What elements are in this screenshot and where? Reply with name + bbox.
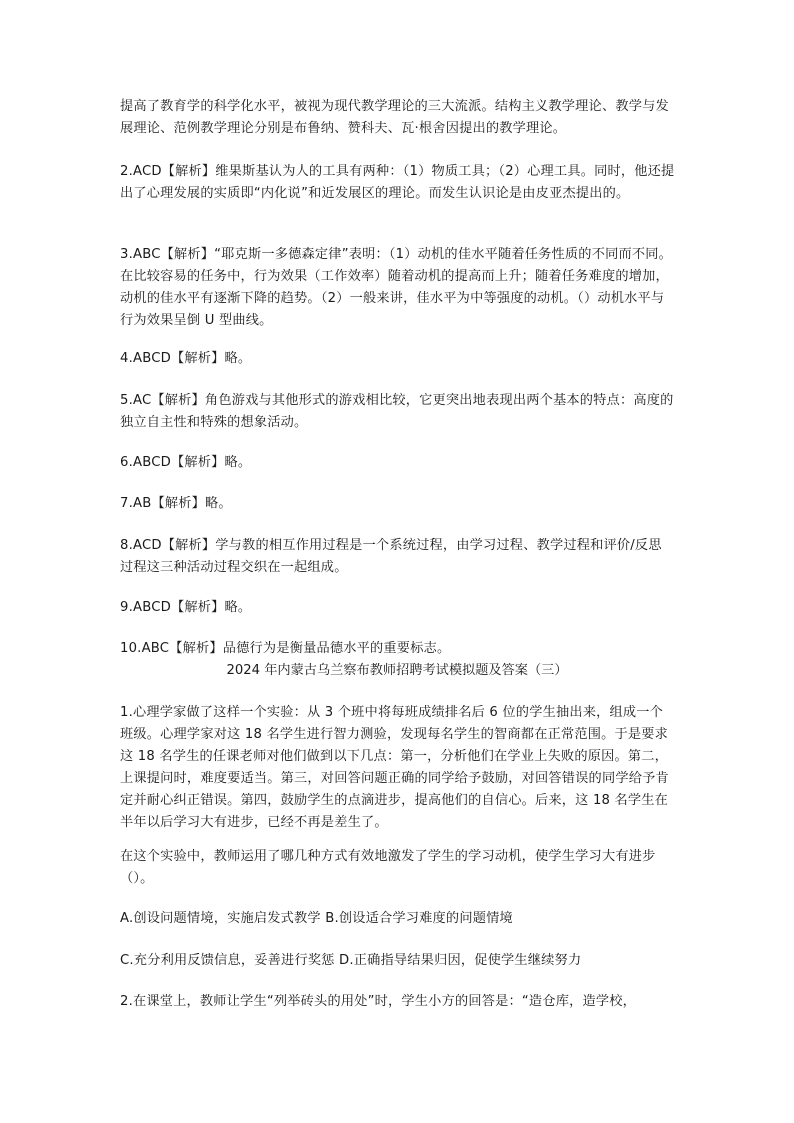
answer-9: 9.ABCD【解析】略。 [120,600,252,615]
option-a-b: A.创设问题情境，实施启发式教学 B.创设适合学习难度的问题情境 [120,911,513,926]
question-2: 2.在课堂上，教师让学生“列举砖头的用处”时，学生小方的回答是：“造仓库，造学校， [120,994,637,1009]
answer-10: 10.ABC【解析】品德行为是衡量品德水平的重要标志。 [120,641,451,656]
answer-8: 8.ACD【解析】学与教的相互作用过程是一个系统过程，由学习过程、教学过程和评价/反思过程这三种活动过程交织在一起组成。 [120,538,662,575]
answer-4: 4.ABCD【解析】略。 [120,351,252,366]
answer-6: 6.ABCD【解析】略。 [120,455,252,470]
question-1-stem: 在这个实验中，教师运用了哪几种方式有效地激发了学生的学习动机，使学生学习大有进步（）。 [120,849,656,886]
answer-7: 7.AB【解析】略。 [120,496,232,511]
answer-3: 3.ABC【解析】“耶克斯一多德森定律”表明：（1）动机的佳水平随着任务性质的不同而不同。在比较容易的任务中，行为效果（工作效率）随着动机的提高而上升；随着任务难度的增加，动机的佳水平有逐渐下降的趋势。（2）一般来讲，佳水平为中等强度的动机。（）动机水平与行为效果呈倒 U 型曲线。 [120,247,673,328]
answer-5: 5.AC【解析】角色游戏与其他形式的游戏相比较，它更突出地表现出两个基本的特点：高度的独立自主性和特殊的想象活动。 [120,393,674,430]
paragraph-intro: 提高了教育学的科学化水平，被视为现代教学理论的三大流派。结构主义教学理论、教学与发展理论、范例教学理论分别是布鲁纳、赞科夫、瓦·根舍因提出的教学理论。 [120,99,669,136]
question-1: 1.心理学家做了这样一个实验：从 3 个班中将每班成绩排名后 6 位的学生抽出来，组成一个班级。心理学家对这 18 名学生进行智力测验，发现每名学生的智商都在正常范围。于是要求这 18 名学生的任课老师对他们做到以下几点：第一，分析他们在学业上失败的原因。第二，上课提问时，难度要适当。第三，对回答问题正确的同学给予鼓励，对回答错误的同学给予肯定并耐心纠正错误。第四，鼓励学生的点滴进步，提高他们的自信心。后来，这 18 名学生在半年以后学习大有进步，已经不再是差生了。 [120,705,669,830]
answer-2: 2.ACD【解析】维果斯基认为人的工具有两种：（1）物质工具；（2）心理工具。同时，他还提出了心理发展的实质即“内化说”和近发展区的理论。而发生认识论是由皮亚杰提出的。 [120,164,675,201]
section-title: 2024 年内蒙古乌兰察布教师招聘考试模拟题及答案（三） [226,663,568,678]
option-c-d: C.充分利用反馈信息，妥善进行奖惩 D.正确指导结果归因，促使学生继续努力 [120,953,582,968]
